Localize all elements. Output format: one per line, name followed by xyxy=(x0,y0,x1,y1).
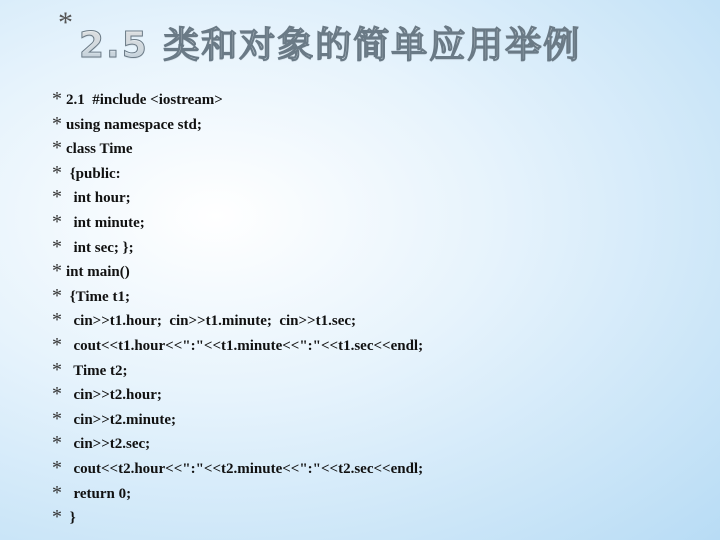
code-line xyxy=(52,285,423,310)
bullet-icon: * xyxy=(52,235,62,258)
code-text: 2.1 #include <iostream> xyxy=(66,92,223,108)
code-text: class Time xyxy=(66,141,133,158)
code-text: int minute; xyxy=(66,214,145,231)
title-bullet-icon: * xyxy=(58,6,73,39)
code-line xyxy=(52,211,423,236)
code-line xyxy=(52,334,423,359)
code-line xyxy=(52,162,423,187)
code-text: {Time t1; xyxy=(66,288,130,305)
code-text: cout<<t2.hour<<":"<<t2.minute<<":"<<t2.sec<<endl; xyxy=(66,460,424,477)
code-text: using namespace std; xyxy=(66,116,202,133)
code-line xyxy=(52,186,423,211)
code-text: cin>>t1.hour; cin>>t1.minute; cin>>t1.sec; xyxy=(66,313,357,330)
code-line xyxy=(52,236,423,261)
bullet-icon: * xyxy=(52,210,62,233)
bullet-icon: * xyxy=(52,383,62,406)
code-line xyxy=(52,383,423,408)
code-line xyxy=(52,309,423,334)
code-text: int hour; xyxy=(66,190,131,207)
code-line xyxy=(52,408,423,433)
code-line xyxy=(52,359,423,384)
code-text: cin>>t2.minute; xyxy=(66,411,177,428)
bullet-icon: * xyxy=(52,309,62,332)
code-text: Time t2; xyxy=(66,362,128,379)
bullet-icon: * xyxy=(52,284,62,307)
bullet-icon: * xyxy=(52,112,62,135)
code-text: int sec; }; xyxy=(66,239,134,256)
code-text: {public: xyxy=(66,165,121,182)
bullet-icon: * xyxy=(52,333,62,356)
code-listing xyxy=(52,88,423,531)
code-text: } xyxy=(66,510,76,527)
code-line xyxy=(52,88,423,113)
bullet-icon: * xyxy=(52,186,62,209)
slide-title-row xyxy=(58,8,581,68)
code-text: cout<<t1.hour<<":"<<t1.minute<<":"<<t1.sec<<endl; xyxy=(66,337,424,354)
code-line xyxy=(52,113,423,138)
bullet-icon: * xyxy=(52,432,62,455)
code-text: int main() xyxy=(66,264,130,281)
code-line xyxy=(52,432,423,457)
slide-title: 2.5 类和对象的简单应用举例 xyxy=(79,25,582,66)
code-line xyxy=(52,457,423,482)
bullet-icon: * xyxy=(52,407,62,430)
bullet-icon: * xyxy=(52,137,62,160)
bullet-icon: * xyxy=(52,506,62,529)
code-text: return 0; xyxy=(66,485,132,502)
code-line xyxy=(52,137,423,162)
code-line xyxy=(52,260,423,285)
bullet-icon: * xyxy=(52,260,62,283)
code-text: cin>>t2.hour; xyxy=(66,387,162,404)
code-text: cin>>t2.sec; xyxy=(66,436,151,453)
bullet-icon: * xyxy=(52,456,62,479)
bullet-icon: * xyxy=(52,161,62,184)
bullet-icon: * xyxy=(52,481,62,504)
bullet-icon: * xyxy=(52,88,62,110)
code-line xyxy=(52,506,423,531)
code-line xyxy=(52,482,423,507)
bullet-icon: * xyxy=(52,358,62,381)
